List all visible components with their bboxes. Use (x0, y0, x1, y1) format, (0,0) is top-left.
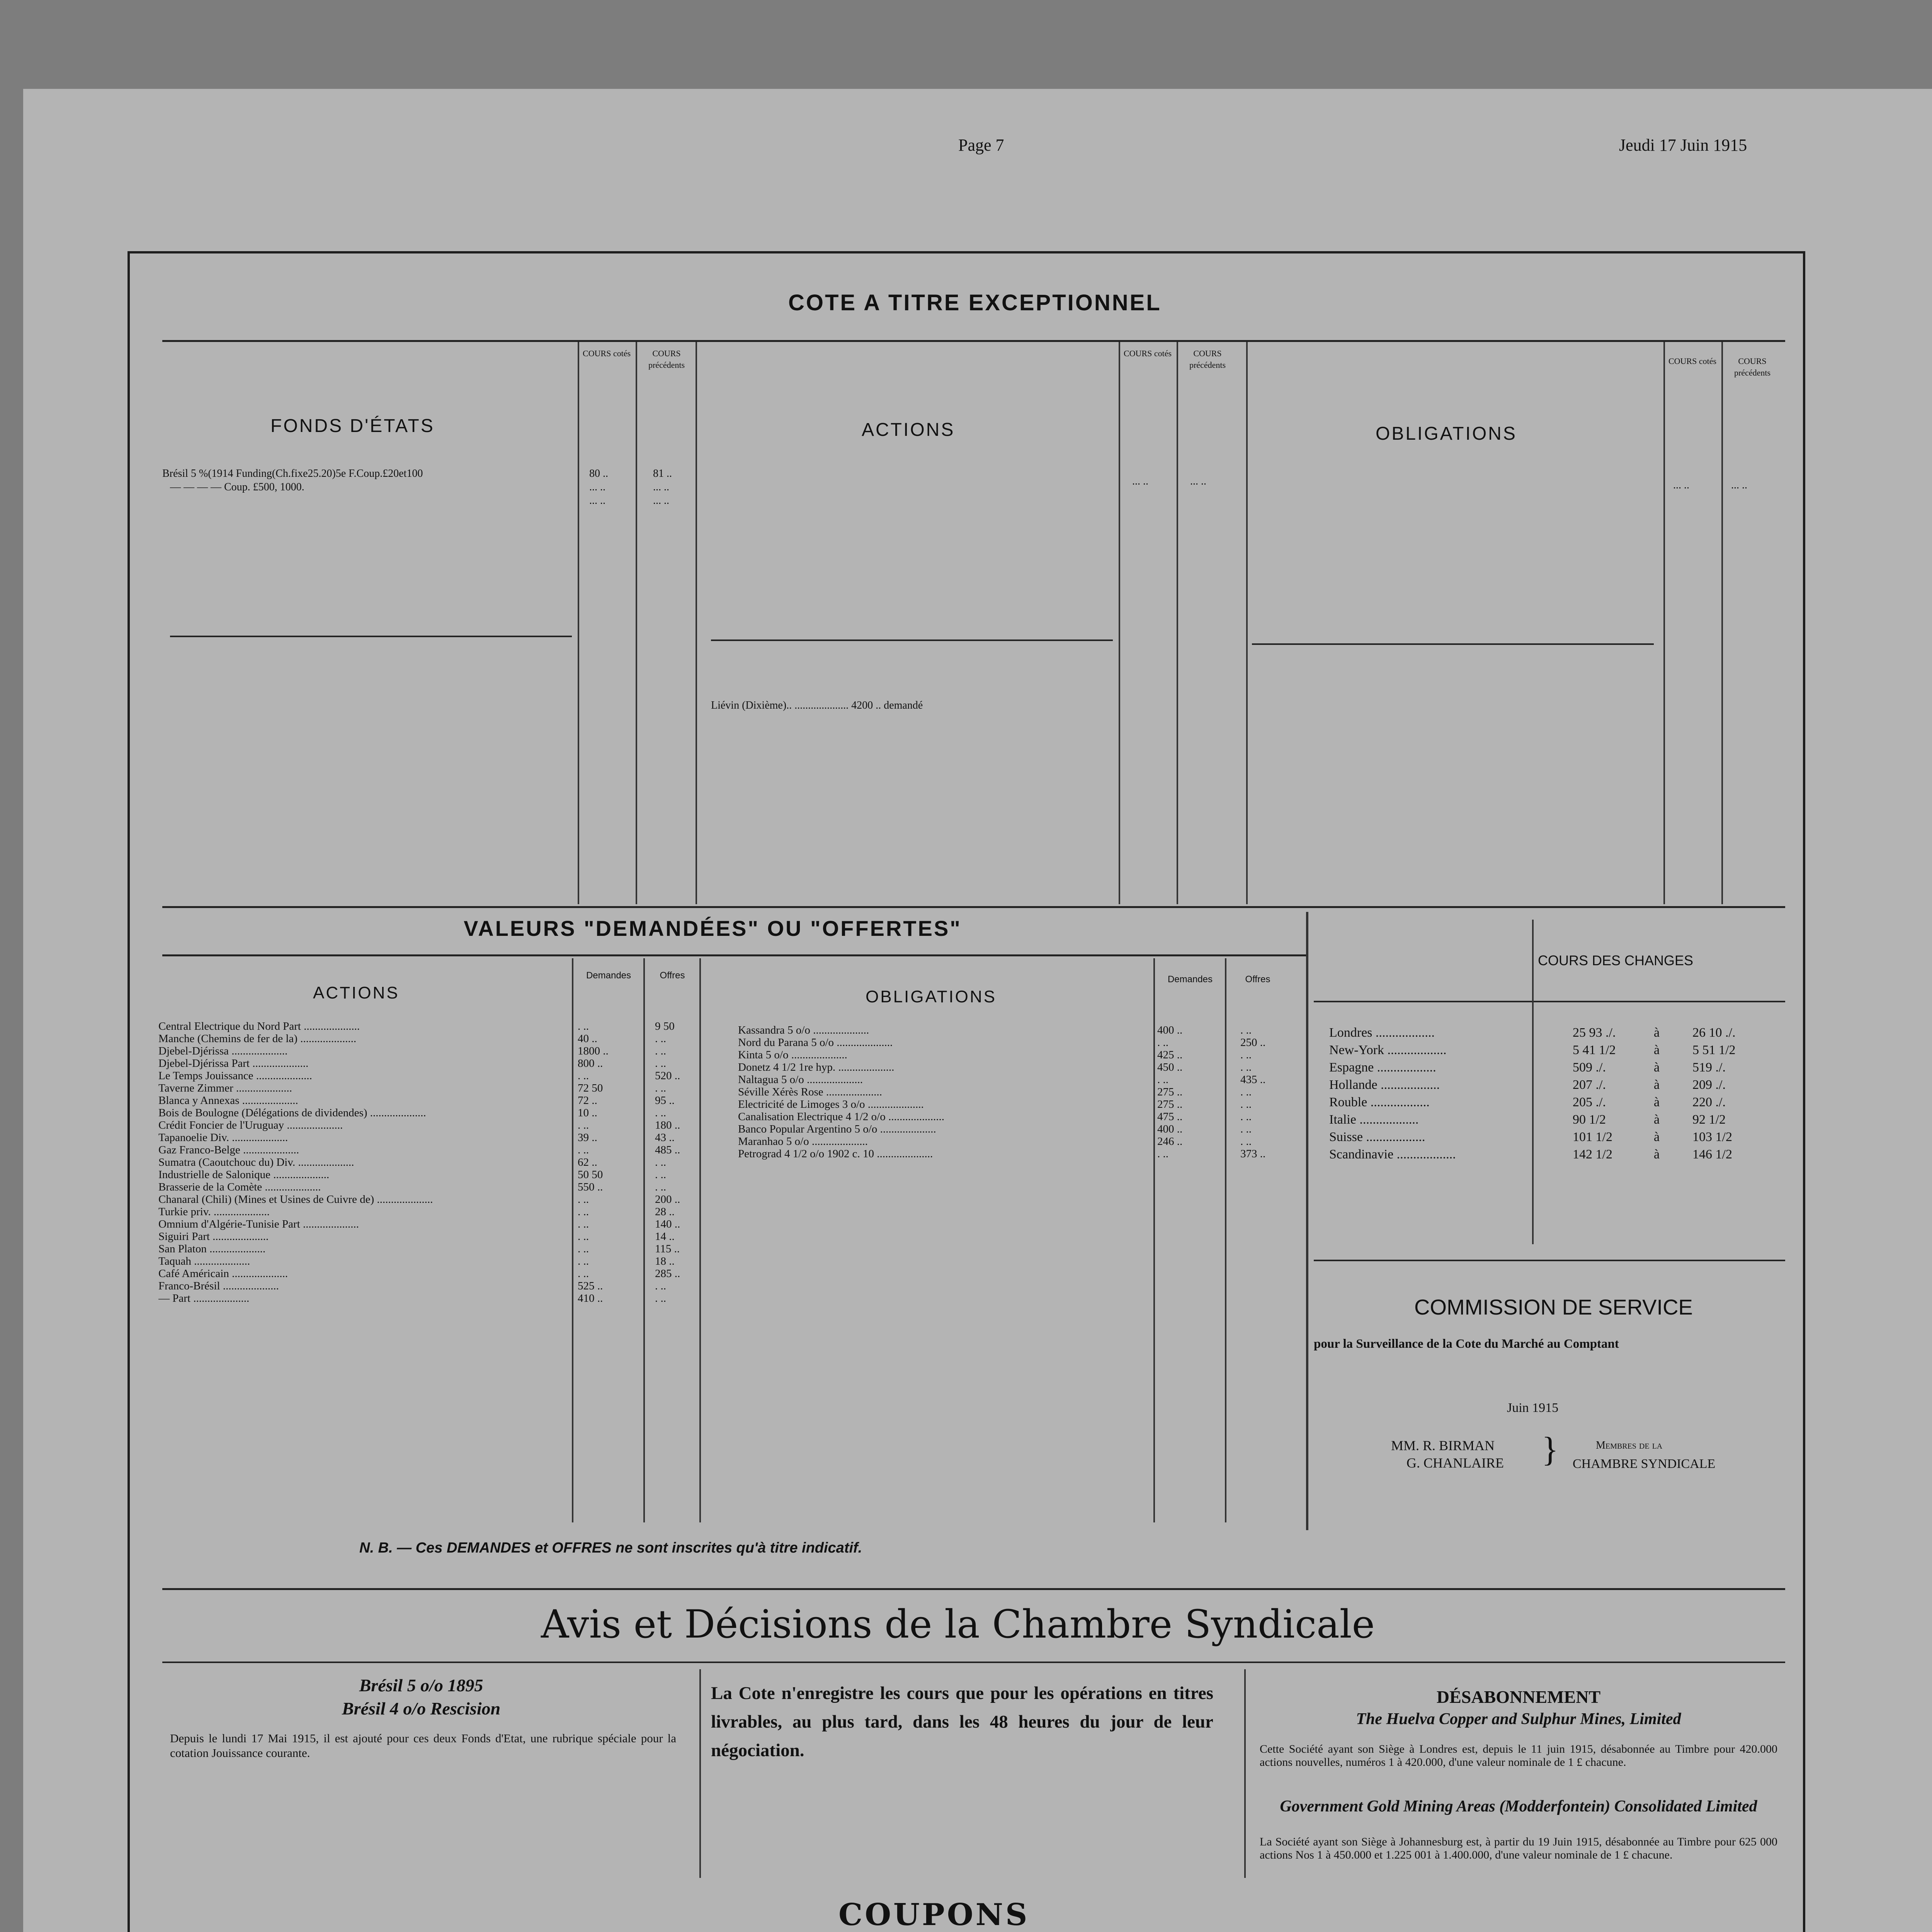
offre-value: 95 .. (655, 1094, 675, 1107)
changes-list (1329, 1024, 1777, 1163)
demande-value: 275 .. (1157, 1098, 1183, 1111)
change-name: Suisse .................. (1329, 1130, 1425, 1144)
oblig-cote-head: COURS cotés (1668, 356, 1717, 366)
offre-value: . .. (1240, 1135, 1252, 1148)
change-name: Hollande .................. (1329, 1078, 1440, 1092)
commission-role-2: CHAMBRE SYNDICALE (1573, 1457, 1716, 1471)
offre-value: . .. (1240, 1123, 1252, 1135)
change-name: Rouble .................. (1329, 1095, 1430, 1109)
demande-value: . .. (578, 1206, 589, 1218)
oblig-prec-value: ... .. (1731, 479, 1747, 491)
item-name: Donetz 4 1/2 1re hyp. .................... (738, 1061, 895, 1073)
item-name: Naltagua 5 o/o .................... (738, 1073, 863, 1086)
demande-value: 450 .. (1157, 1061, 1183, 1073)
item-name: Café Américain .................... (158, 1267, 288, 1280)
demande-value: 410 .. (578, 1292, 603, 1304)
demande-value: . .. (1157, 1073, 1168, 1086)
actions-cote-head: COURS cotés (1123, 349, 1172, 358)
change-to: 146 1/2 (1692, 1147, 1732, 1162)
demande-value: . .. (578, 1144, 589, 1156)
change-sep: à (1654, 1112, 1660, 1127)
change-row (1329, 1146, 1777, 1163)
col-line (696, 342, 697, 904)
demande-value: . .. (1157, 1036, 1168, 1049)
item-name: Industrielle de Salonique .................... (158, 1168, 330, 1181)
list-item (158, 1280, 699, 1292)
change-from: 5 41 1/2 (1573, 1043, 1616, 1057)
lievin-entry: Liévin (Dixième).. .................... 4200 .. demandé (711, 699, 923, 711)
offre-value: . .. (655, 1082, 666, 1094)
rule (1314, 1260, 1785, 1261)
valeurs-title: VALEURS "DEMANDÉES" OU "OFFERTES" (464, 916, 962, 940)
demande-value: 72 .. (578, 1094, 597, 1107)
demande-value: . .. (578, 1255, 589, 1267)
fonds-row-cote: 80 .. (589, 468, 608, 480)
commission-brace: } (1542, 1430, 1559, 1469)
demande-value: 525 .. (578, 1280, 603, 1292)
fonds-row-prec: ... .. (653, 481, 669, 493)
demande-value: . .. (578, 1119, 589, 1131)
offre-value: . .. (655, 1107, 666, 1119)
list-item (158, 1193, 699, 1206)
demande-value: 10 .. (578, 1107, 597, 1119)
rule (162, 954, 1306, 956)
list-item (158, 1255, 699, 1267)
demande-value: 50 50 (578, 1168, 603, 1181)
demande-value: 72 50 (578, 1082, 603, 1094)
col-line (1306, 912, 1308, 1530)
offre-value: 18 .. (655, 1255, 675, 1267)
avis-title: Avis et Décisions de la Chambre Syndicale (541, 1602, 1375, 1647)
change-name: Italie .................. (1329, 1112, 1419, 1127)
offre-value: . .. (655, 1292, 666, 1304)
rule (162, 340, 1785, 342)
actions-cote-value: ... .. (1132, 475, 1148, 487)
item-name: Siguiri Part .................... (158, 1230, 269, 1243)
offre-value: . .. (1240, 1086, 1252, 1098)
col-line (636, 342, 637, 904)
demande-value: 400 .. (1157, 1024, 1183, 1036)
change-row (1329, 1111, 1777, 1128)
change-name: New-York .................. (1329, 1043, 1447, 1057)
change-row (1329, 1041, 1777, 1059)
item-name: Central Electrique du Nord Part .................... (158, 1020, 360, 1032)
rule (1252, 643, 1654, 645)
item-name: Kassandra 5 o/o .................... (738, 1024, 869, 1036)
offre-value: . .. (655, 1057, 666, 1070)
item-name: Bois de Boulogne (Délégations de dividendes) .................... (158, 1107, 426, 1119)
offre-value: . .. (1240, 1111, 1252, 1123)
change-sep: à (1654, 1043, 1660, 1057)
demande-value: . .. (578, 1070, 589, 1082)
offre-value: 14 .. (655, 1230, 675, 1243)
item-name: Brasserie de la Comète .................... (158, 1181, 321, 1193)
list-item (158, 1082, 699, 1094)
avis-col1-title-2: Brésil 4 o/o Rescision (342, 1699, 501, 1718)
fonds-row-prec: 81 .. (653, 468, 672, 480)
offre-value: 520 .. (655, 1070, 680, 1082)
col-line (1246, 342, 1248, 904)
change-from: 205 ./. (1573, 1095, 1606, 1109)
list-item (738, 1135, 1291, 1148)
rule (162, 906, 1785, 908)
list-item (158, 1094, 699, 1107)
list-item (158, 1230, 699, 1243)
change-row (1329, 1128, 1777, 1146)
list-item (738, 1061, 1291, 1073)
item-name: Kinta 5 o/o .................... (738, 1049, 847, 1061)
item-name: San Platon .................... (158, 1243, 266, 1255)
change-sep: à (1654, 1095, 1660, 1109)
item-name: Maranhao 5 o/o .................... (738, 1135, 868, 1148)
commission-role-1: Membres de la (1596, 1439, 1663, 1451)
cote-title: COTE A TITRE EXCEPTIONNEL (788, 290, 1162, 315)
actions-prec-value: ... .. (1190, 475, 1206, 487)
valeurs-obligations-list (738, 1024, 1291, 1160)
offre-value: 285 .. (655, 1267, 680, 1280)
offre-value: . .. (655, 1156, 666, 1168)
offre-value: . .. (655, 1168, 666, 1181)
list-item (158, 1267, 699, 1280)
coupons-title: COUPONS (838, 1897, 1030, 1932)
rule (170, 636, 572, 637)
list-item (738, 1111, 1291, 1123)
col-line (1177, 342, 1178, 904)
demande-value: . .. (578, 1020, 589, 1032)
change-name: Scandinavie .................. (1329, 1147, 1456, 1162)
offre-value: . .. (1240, 1061, 1252, 1073)
oblig-prec-head: COURS précédents (1734, 356, 1771, 378)
item-name: Tapanoelie Div. .................... (158, 1131, 288, 1144)
offre-value: . .. (655, 1032, 666, 1045)
demande-value: 400 .. (1157, 1123, 1183, 1135)
change-row (1329, 1059, 1777, 1076)
col-line (1244, 1669, 1246, 1878)
list-item (158, 1107, 699, 1119)
change-row (1329, 1076, 1777, 1094)
rule (1314, 1001, 1785, 1002)
demande-value: 425 .. (1157, 1049, 1183, 1061)
commission-date: Juin 1915 (1507, 1401, 1559, 1415)
col-line (699, 1669, 701, 1878)
rule (711, 639, 1113, 641)
rule (162, 1662, 1785, 1663)
fonds-row-cote: ... .. (589, 495, 605, 507)
offre-value: . .. (1240, 1098, 1252, 1111)
list-item (738, 1036, 1291, 1049)
offre-value: 200 .. (655, 1193, 680, 1206)
commission-subtitle: pour la Surveillance de la Cote du Marché au Comptant (1314, 1337, 1619, 1351)
fonds-row-name: — — — — Coup. £500, 1000. (170, 481, 304, 493)
demande-value: 550 .. (578, 1181, 603, 1193)
list-item (158, 1168, 699, 1181)
change-to: 26 10 ./. (1692, 1026, 1736, 1040)
list-item (738, 1024, 1291, 1036)
list-item (158, 1144, 699, 1156)
offre-value: . .. (1240, 1049, 1252, 1061)
fonds-row-cote: ... .. (589, 481, 605, 493)
item-name: Taverne Zimmer .................... (158, 1082, 292, 1094)
item-name: Gaz Franco-Belge .................... (158, 1144, 299, 1156)
demande-value: . .. (578, 1218, 589, 1230)
list-item (158, 1119, 699, 1131)
item-name: Sumatra (Caoutchouc du) Div. .................... (158, 1156, 354, 1168)
demande-value: 246 .. (1157, 1135, 1183, 1148)
col-line (1119, 342, 1120, 904)
col-line (578, 342, 579, 904)
item-name: Le Temps Jouissance .................... (158, 1070, 312, 1082)
commission-name-1: MM. R. BIRMAN (1391, 1438, 1495, 1453)
fonds-prec-head: COURS précédents (648, 349, 685, 370)
demande-value: . .. (578, 1193, 589, 1206)
demandes-head: Demandes (1167, 974, 1213, 985)
avis-col3-text-1: Cette Société ayant son Siège à Londres est, depuis le 11 juin 1915, désabonnée au Timbre pour 420.000 actions nouvelles, numéros 1 à 420.000, d'une valeur nominale de 1 £ chacune. (1260, 1743, 1777, 1769)
change-row (1329, 1094, 1777, 1111)
list-item (738, 1073, 1291, 1086)
offres-head: Offres (1245, 974, 1270, 985)
list-item (158, 1131, 699, 1144)
item-name: Electricité de Limoges 3 o/o .................... (738, 1098, 924, 1111)
actions-prec-head: COURS précédents (1189, 349, 1226, 370)
change-from: 142 1/2 (1573, 1147, 1612, 1162)
demande-value: . .. (1157, 1148, 1168, 1160)
commission-name-2: G. CHANLAIRE (1406, 1455, 1504, 1471)
list-item (158, 1020, 699, 1032)
actions-heading: ACTIONS (862, 420, 955, 440)
demande-value: . .. (578, 1267, 589, 1280)
offre-value: . .. (655, 1181, 666, 1193)
change-from: 90 1/2 (1573, 1112, 1606, 1127)
col-line (1721, 342, 1723, 904)
offre-value: 250 .. (1240, 1036, 1266, 1049)
change-sep: à (1654, 1130, 1660, 1144)
fonds-row-prec: ... .. (653, 495, 669, 507)
list-item (158, 1218, 699, 1230)
change-sep: à (1654, 1147, 1660, 1162)
rule (162, 1588, 1785, 1590)
demande-value: 40 .. (578, 1032, 597, 1045)
offre-value: 9 50 (655, 1020, 675, 1032)
fonds-etats-heading: FONDS D'ÉTATS (270, 416, 435, 436)
demandes-head: Demandes (586, 970, 631, 981)
item-name: Taquah .................... (158, 1255, 250, 1267)
demande-value: 1800 .. (578, 1045, 609, 1057)
offre-value: 28 .. (655, 1206, 675, 1218)
offre-value: 115 .. (655, 1243, 680, 1255)
item-name: Petrograd 4 1/2 o/o 1902 c. 10 .................... (738, 1148, 933, 1160)
offre-value: . .. (655, 1280, 666, 1292)
avis-col2-text: La Cote n'enregistre les cours que pour les opérations en titres livrables, au plus tard, dans les 48 heures du jour de leur négociation. (711, 1683, 1213, 1760)
change-to: 5 51 1/2 (1692, 1043, 1736, 1057)
oblig-cote-value: ... .. (1673, 479, 1689, 491)
list-item (158, 1243, 699, 1255)
change-sep: à (1654, 1078, 1660, 1092)
change-to: 209 ./. (1692, 1078, 1726, 1092)
change-from: 207 ./. (1573, 1078, 1606, 1092)
list-item (738, 1086, 1291, 1098)
commission-title: COMMISSION DE SERVICE (1414, 1295, 1693, 1319)
demande-value: . .. (578, 1230, 589, 1243)
item-name: Blanca y Annexas .................... (158, 1094, 298, 1107)
avis-col1-text: Depuis le lundi 17 Mai 1915, il est ajouté pour ces deux Fonds d'Etat, une rubrique spéciale pour la cotation Jouissance courante. (170, 1731, 676, 1760)
avis-col3-text-2: La Société ayant son Siège à Johannesburg est, à partir du 19 Juin 1915, désabonnée au Timbre pour 625 000 actions Nos 1 à 450.000 et 1.225 001 à 1.400.000, d'une valeur nominale de 1 £ chacune. (1260, 1835, 1777, 1861)
change-from: 101 1/2 (1573, 1130, 1612, 1144)
offre-value: 180 .. (655, 1119, 680, 1131)
change-name: Espagne .................. (1329, 1060, 1436, 1075)
list-item (158, 1032, 699, 1045)
change-to: 220 ./. (1692, 1095, 1726, 1109)
change-to: 103 1/2 (1692, 1130, 1732, 1144)
item-name: Séville Xérès Rose .................... (738, 1086, 882, 1098)
list-item (738, 1148, 1291, 1160)
item-name: Canalisation Electrique 4 1/2 o/o .................... (738, 1111, 944, 1123)
list-item (158, 1057, 699, 1070)
item-name: Manche (Chemins de fer de la) .................... (158, 1032, 357, 1045)
list-item (738, 1049, 1291, 1061)
col-line (1663, 342, 1665, 904)
list-item (158, 1045, 699, 1057)
demande-value: 800 .. (578, 1057, 603, 1070)
avis-col3-sub-2: Government Gold Mining Areas (Modderfontein) Consolidated Limited (1280, 1798, 1757, 1815)
valeurs-actions-list (158, 1020, 699, 1304)
item-name: — Part .................... (158, 1292, 250, 1304)
col-line (699, 958, 701, 1522)
item-name: Turkie priv. .................... (158, 1206, 270, 1218)
list-item (738, 1098, 1291, 1111)
offre-value: . .. (655, 1045, 666, 1057)
valeurs-obligations-heading: OBLIGATIONS (866, 987, 997, 1006)
avis-col3-sub-1: The Huelva Copper and Sulphur Mines, Limited (1356, 1710, 1681, 1728)
changes-title: COURS DES CHANGES (1538, 952, 1694, 968)
item-name: Djebel-Djérissa .................... (158, 1045, 288, 1057)
item-name: Crédit Foncier de l'Uruguay .................... (158, 1119, 343, 1131)
list-item (738, 1123, 1291, 1135)
demande-value: 275 .. (1157, 1086, 1183, 1098)
item-name: Chanaral (Chili) (Mines et Usines de Cuivre de) .................... (158, 1193, 433, 1206)
offres-head: Offres (660, 970, 685, 981)
list-item (158, 1156, 699, 1168)
change-name: Londres .................. (1329, 1026, 1435, 1040)
change-to: 92 1/2 (1692, 1112, 1726, 1127)
offre-value: 373 .. (1240, 1148, 1266, 1160)
offre-value: 435 .. (1240, 1073, 1266, 1086)
avis-col3-title: DÉSABONNEMENT (1436, 1687, 1601, 1707)
demande-value: . .. (578, 1243, 589, 1255)
offre-value: 43 .. (655, 1131, 675, 1144)
item-name: Banco Popular Argentino 5 o/o .................... (738, 1123, 936, 1135)
offre-value: 140 .. (655, 1218, 680, 1230)
change-from: 509 ./. (1573, 1060, 1606, 1075)
change-sep: à (1654, 1060, 1660, 1075)
list-item (158, 1292, 699, 1304)
obligations-heading: OBLIGATIONS (1376, 423, 1517, 444)
change-sep: à (1654, 1026, 1660, 1040)
item-name: Franco-Brésil .................... (158, 1280, 279, 1292)
fonds-cote-head: COURS cotés (582, 349, 631, 358)
avis-col1-title-1: Brésil 5 o/o 1895 (359, 1675, 483, 1695)
nb-note: N. B. — Ces DEMANDES et OFFRES ne sont inscrites qu'à titre indicatif. (359, 1540, 862, 1556)
offre-value: . .. (1240, 1024, 1252, 1036)
offre-value: 485 .. (655, 1144, 680, 1156)
list-item (158, 1070, 699, 1082)
item-name: Nord du Parana 5 o/o .................... (738, 1036, 893, 1049)
list-item (158, 1181, 699, 1193)
page-date: Jeudi 17 Juin 1915 (1619, 136, 1747, 155)
demande-value: 62 .. (578, 1156, 597, 1168)
valeurs-actions-heading: ACTIONS (313, 983, 400, 1002)
fonds-row-name: Brésil 5 %(1914 Funding(Ch.fixe25.20)5e F.Coup.£20et100 (162, 468, 423, 480)
demande-value: 39 .. (578, 1131, 597, 1144)
item-name: Omnium d'Algérie-Tunisie Part .................... (158, 1218, 359, 1230)
demande-value: 475 .. (1157, 1111, 1183, 1123)
change-row (1329, 1024, 1777, 1041)
change-from: 25 93 ./. (1573, 1026, 1616, 1040)
change-to: 519 ./. (1692, 1060, 1726, 1075)
list-item (158, 1206, 699, 1218)
page-number: Page 7 (958, 136, 1004, 155)
item-name: Djebel-Djérissa Part .................... (158, 1057, 309, 1070)
